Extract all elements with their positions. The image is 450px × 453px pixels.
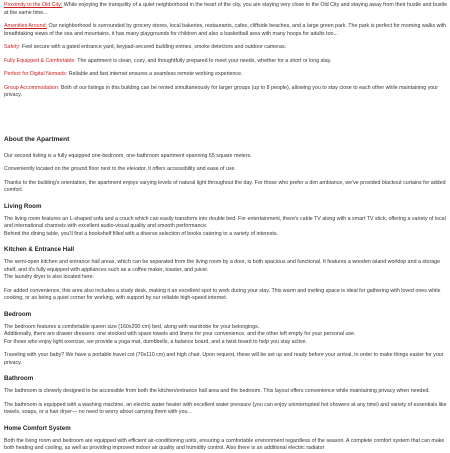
bathroom-paragraph-2: The bathroom is equipped with a washing machine, an electric water heater with excellent water pressure (you can enjoy uninterrupted hot showers at any time) and variety of essentials like towels, soaps, or a hair dryer— no need to worry about carrying them with you... xyxy=(4,401,447,415)
about-paragraph-3: Thanks to the building's orientation, the apartment enjoys varying levels of natural light throughout the day. For those who prefer a dim ambiance, we've provided blackout curtains for added comfort. xyxy=(4,179,446,193)
about-paragraph-1: Our second listing is a fully equipped one-bedroom, one-bathroom apartment spanning 65 square meters. xyxy=(4,152,252,159)
feature-amenities xyxy=(4,23,448,38)
feature-digital-nomads xyxy=(4,71,448,79)
kitchen-paragraph-1: The semi-open kitchen and entrance hall areas, which can be separated from the living room by a door, is both spacious and functional. It features a wooden island worktop and a storage shelf, and it's fully equipped with appliances such as a coffee maker, toaster, and juicer. xyxy=(4,259,441,273)
comfort-paragraph-1: Both the living room and bedroom are equipped with efficient air-conditioning units, ensuring a comfortable environment regardless of the season. A complete comfort system that can make both heating and cooling, as well as providing improved indoor air quality and humidity control. Also there is an additional electric radiator xyxy=(4,437,445,451)
feature-list xyxy=(4,2,448,100)
feature-label: Proximity to the Old City: xyxy=(4,2,63,8)
feature-proximity xyxy=(4,2,448,17)
about-paragraph-2: Conveniently located on the ground floor next to the elevator, it offers accessibility and ease of use. xyxy=(4,166,236,172)
comfort-heading: Home Comfort System xyxy=(4,424,71,432)
feature-label: Perfect for Digital Nomads: xyxy=(4,71,68,77)
spacer xyxy=(4,106,448,120)
bedroom-heading: Bedroom xyxy=(4,310,32,318)
about-heading: About the Apartment xyxy=(4,135,70,143)
feature-text: Both of our listings in this building can be rented simultaneously for larger groups (up to 8 people), allowing you to stay close to each other while maintaining your privacy. xyxy=(4,84,439,98)
living-room-heading: Living Room xyxy=(4,202,42,210)
living-room-paragraph-1: The living room features an L-shaped sofa and a couch which can easily transform into double bed. For entertainment, there's cable TV along with a smart TV stick, offering a variety of local and international channels with excellent audio-visual quality and smooth performance. xyxy=(4,215,446,229)
feature-label: Amenities Around: xyxy=(4,23,47,29)
feature-label: Group Accommodation: xyxy=(4,84,60,91)
feature-group xyxy=(4,85,448,100)
feature-text: Our neighborhood is surrounded by grocery stores, local bakeries, restaurants, cafes, cliffside beaches, and a large green park. The park is perfect for morning walks with breathtaking views of the sea and mountains, it has many playgrounds for children and also a basketball area with many hoops for adults too... xyxy=(4,23,447,37)
kitchen-paragraph-3: For added convenience, this area also includes a study desk, making it an excellent spot to work during your stay. This warm and inviting space is ideal for gathering with loved ones while cooking, or as being a quiet corner for working, with support by our reliable high-speed internet. xyxy=(4,287,441,301)
bedroom-paragraph-3: For those who enjoy light exercise, we provide a yoga mat, dumbbells, a balance board, and a twist board to help you stay active. xyxy=(4,338,307,345)
feature-label: Fully Equipped & Comfortable: xyxy=(4,57,76,64)
bathroom-heading: Bathroom xyxy=(4,375,34,382)
kitchen-paragraph-2: The laundry dryer is also located here. xyxy=(4,274,95,280)
feature-safety xyxy=(4,44,448,52)
feature-text: Reliable and fast internet ensures a seamless remote working experience. xyxy=(67,71,243,77)
feature-text: While enjoying the tranquility of a quiet neighborhood in the heart of the city, you are staying very close to the Old City and staying away from their hustle and bustle at the same time... xyxy=(4,2,448,16)
living-room-paragraph-2: Behind the dining table, you'll find a bookshelf filled with a diverse selection of books catering to a variety of interests. xyxy=(4,230,278,237)
bedroom-paragraph-4: Traveling with your baby? We have a portable travel cot (70x110 cm) and high chair. Upon request, these will be set up and ready before your arrival, in order to make things easier for your privacy. xyxy=(4,352,444,366)
bedroom-paragraph-1: The bedroom features a comfortable queen size (160x200 cm) bed, along with wardrobe for your belongings. xyxy=(4,323,260,330)
bathroom-paragraph-1: The bathroom is cleverly designed to be accessible from both the kitchen/entrance hall area and the bedroom. This layout offers convenience while maintaining privacy when needed. xyxy=(4,388,430,394)
feature-text: The apartment is clean, cozy, and thoughtfully prepared to meet your needs, whether for a short or long stay. xyxy=(75,57,332,64)
feature-text: Feel secure with a gated entrance yard, keypad-secured building entries, smoke detectors and outdoor cameras. xyxy=(20,44,287,50)
feature-label: Safety: xyxy=(4,44,21,50)
bedroom-paragraph-2: Additionally, there are drawer dressers: one stocked with spare towels and linens for your convenience, and the other left empty for your personal use. xyxy=(4,331,356,337)
feature-equipped xyxy=(4,58,448,66)
kitchen-heading: Kitchen & Entrance Hall xyxy=(4,246,75,253)
